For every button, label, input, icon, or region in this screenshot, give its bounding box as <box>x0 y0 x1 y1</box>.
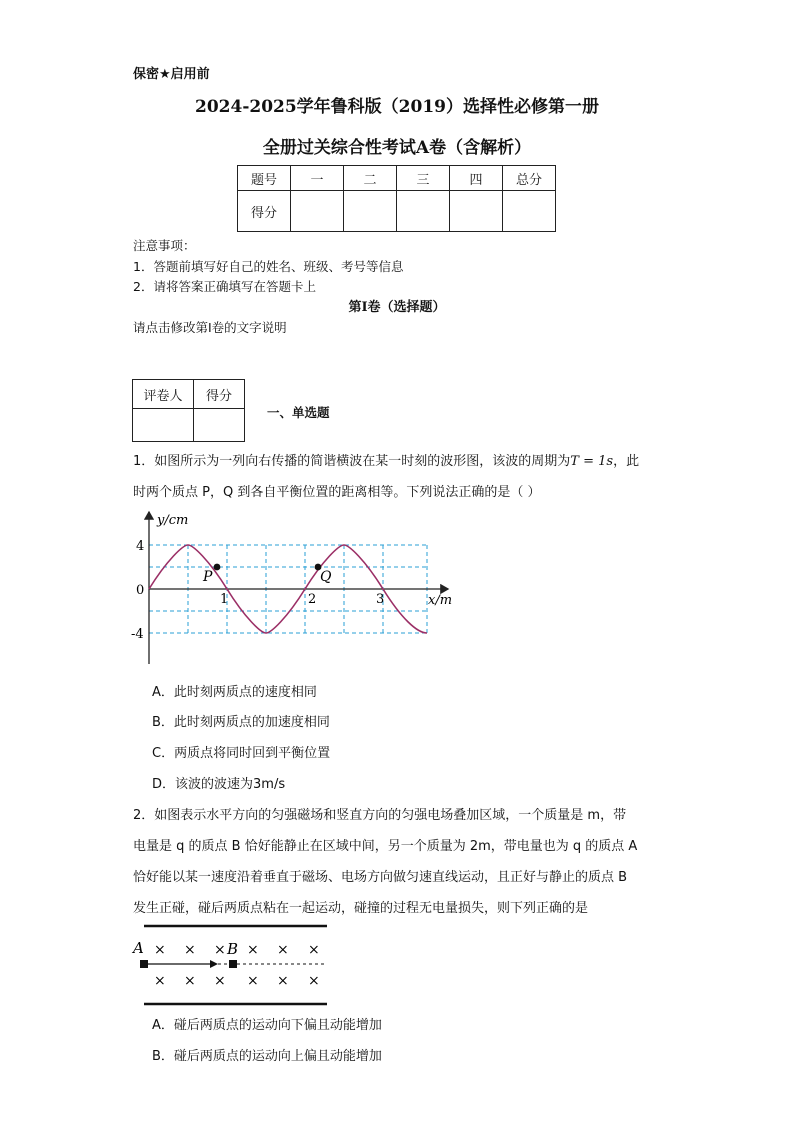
exam-title-line2: 全册过关综合性考试A卷（含解析） <box>262 138 532 158</box>
q1-option-a[interactable]: A．此时刻两质点的速度相同 <box>152 685 317 700</box>
section-title: 一、单选题 <box>267 405 330 420</box>
x-axis-label: x/m <box>428 593 453 608</box>
score-header-cell: 二 <box>344 166 397 191</box>
point-q-label: Q <box>320 569 332 585</box>
q1-line2: 时两个质点 P，Q 到各自平衡位置的距离相等。下列说法正确的是（ ） <box>133 485 541 500</box>
question-2-stem <box>133 800 663 924</box>
field-cross: × <box>308 942 320 958</box>
y-tick-label: 0 <box>136 583 145 598</box>
field-cross: × <box>214 942 226 958</box>
q1-option-b[interactable]: B．此时刻两质点的加速度相同 <box>152 715 330 730</box>
field-cross: × <box>277 942 289 958</box>
score-cell[interactable] <box>503 191 556 232</box>
q2-line: 2．如图表示水平方向的匀强磁场和竖直方向的匀强电场叠加区域，一个质量是 m，带 <box>133 808 627 823</box>
score-header-cell: 一 <box>291 166 344 191</box>
notes-block <box>133 236 403 298</box>
field-cross: × <box>247 942 259 958</box>
grader-cell[interactable] <box>133 409 194 442</box>
score-cell[interactable] <box>291 191 344 232</box>
q1-option-d[interactable]: D．该波的波速为3m/s <box>152 777 286 792</box>
point-p-marker <box>214 564 221 571</box>
notes-item: 1．答题前填写好自己的姓名、班级、考号等信息 <box>133 258 404 274</box>
q1-line1: 1．如图所示为一列向右传播的简谐横波在某一时刻的波形图，该波的周期为 <box>133 454 571 469</box>
y-tick-label: -4 <box>131 627 144 642</box>
y-axis-label: y/cm <box>157 513 189 528</box>
particle-b <box>229 960 237 968</box>
score-header-cell: 题号 <box>238 166 291 191</box>
x-tick-label: 1 <box>220 592 229 607</box>
q2-line: 电量是 q 的质点 B 恰好能静止在区域中间，另一个质量为 2m，带电量也为 q 的质点 A <box>133 839 638 854</box>
magnetic-field-crosses-bottom <box>154 973 320 989</box>
grader-score-header: 得分 <box>194 380 245 409</box>
field-cross: × <box>184 973 196 989</box>
score-header-cell: 总分 <box>503 166 556 191</box>
x-tick-label: 2 <box>308 592 317 607</box>
score-cell[interactable] <box>397 191 450 232</box>
particle-a <box>140 960 148 968</box>
field-cross: × <box>214 973 226 989</box>
score-cell[interactable] <box>450 191 503 232</box>
q2-option-b[interactable]: B．碰后两质点的运动向上偏且动能增加 <box>152 1049 382 1064</box>
field-cross: × <box>277 973 289 989</box>
q2-line: 发生正碰，碰后两质点粘在一起运动，碰撞的过程无电量损失，则下列正确的是 <box>133 901 589 916</box>
part1-title: 第I卷（选择题） <box>348 300 446 315</box>
notes-item: 2．请将答案正确填写在答题卡上 <box>133 279 316 294</box>
field-cross: × <box>154 942 166 958</box>
particle-a-label: A <box>133 939 144 957</box>
wave-figure <box>130 506 470 674</box>
q2-option-a[interactable]: A．碰后两质点的运动向下偏且动能增加 <box>152 1018 382 1033</box>
x-tick-label: 3 <box>376 592 385 607</box>
notes-title: 注意事项： <box>133 238 196 253</box>
particle-b-label: B <box>227 940 239 958</box>
field-cross: × <box>247 973 259 989</box>
q2-line: 恰好能以某一速度沿着垂直于磁场、电场方向做匀速直线运动，且正好与静止的质点 B <box>133 870 628 885</box>
q1-line1-end: ，此 <box>613 454 640 469</box>
score-header-cell: 三 <box>397 166 450 191</box>
score-table <box>237 165 556 232</box>
grader-header: 评卷人 <box>133 380 194 409</box>
question-1-stem <box>133 446 663 508</box>
exam-title-line1: 2024-2025学年鲁科版（2019）选择性必修第一册 <box>195 97 599 117</box>
grader-table <box>132 379 245 442</box>
y-tick-label: 4 <box>136 539 145 554</box>
score-row-label: 得分 <box>238 191 291 232</box>
q1-option-c[interactable]: C．两质点将同时回到平衡位置 <box>152 746 331 761</box>
score-header-cell: 四 <box>450 166 503 191</box>
point-p-label: P <box>203 569 213 585</box>
field-cross: × <box>154 973 166 989</box>
score-cell[interactable] <box>344 191 397 232</box>
q1-period: T = 1s <box>570 454 614 469</box>
field-cross: × <box>308 973 320 989</box>
field-cross: × <box>184 942 196 958</box>
field-figure <box>130 920 335 1012</box>
part1-edit-hint[interactable]: 请点击修改第I卷的文字说明 <box>133 320 287 335</box>
grader-score-cell[interactable] <box>194 409 245 442</box>
velocity-arrow-head <box>210 960 218 968</box>
confidential-label: 保密★启用前 <box>133 67 210 82</box>
